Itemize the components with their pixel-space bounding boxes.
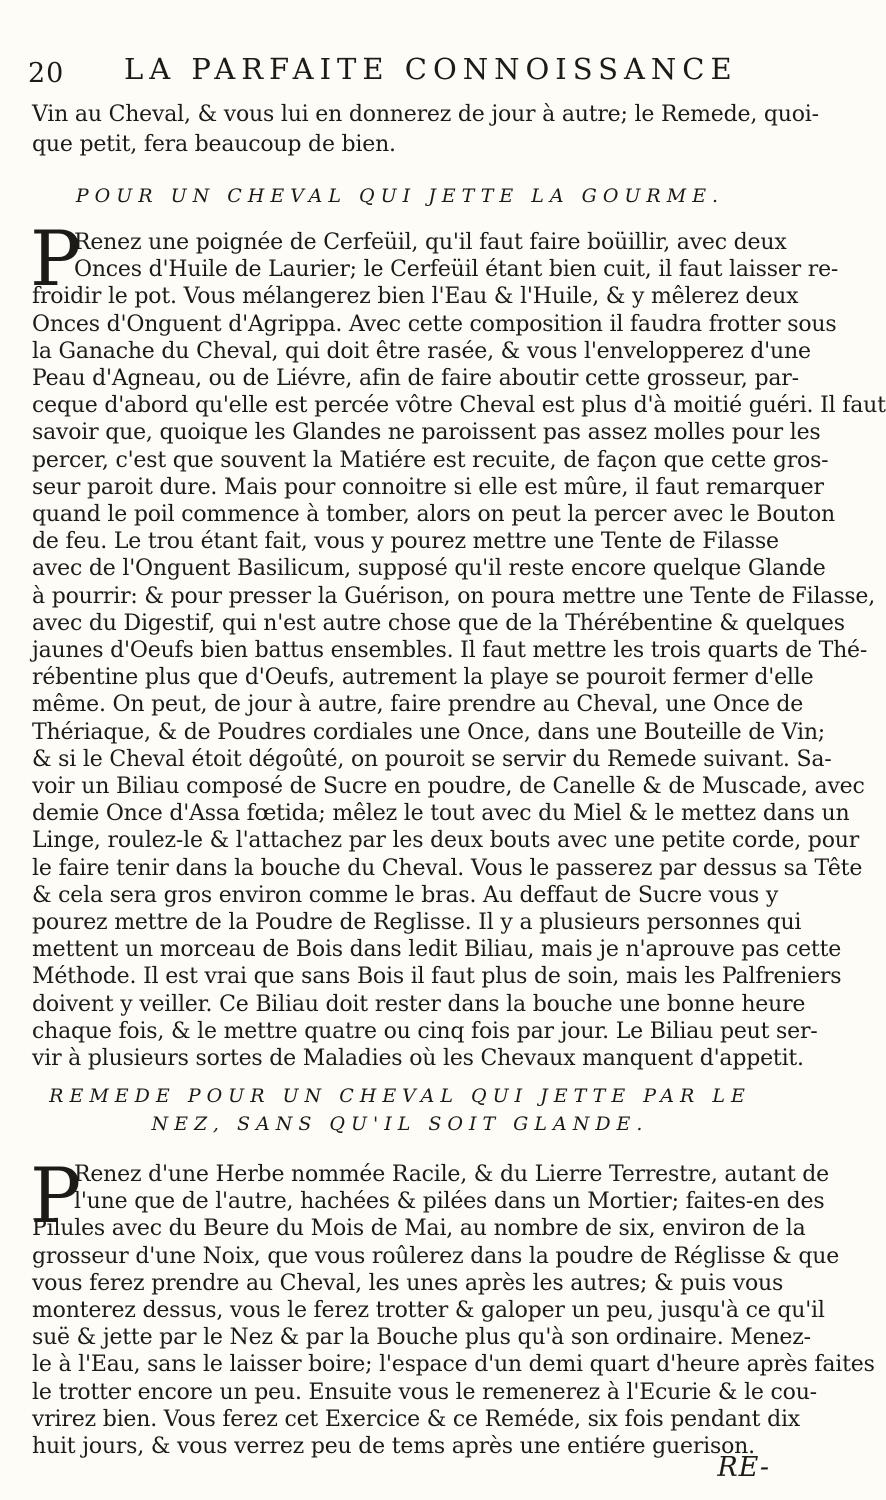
text-line: chaque fois, & le mettre quatre ou cinq fois par jour. Le Biliau peut ser- xyxy=(32,1018,818,1044)
text-line: avec du Digestif, qui n'est autre chose que de la Thérébentine & quelques xyxy=(32,610,845,636)
text-line: vir à plusieurs sortes de Maladies où les Chevaux manquent d'appetit. xyxy=(32,1046,804,1071)
text-line: la Ganache du Cheval, qui doit être rasée, & vous l'envelopperez d'une xyxy=(32,338,811,364)
text-line: Onces d'Huile de Laurier; le Cerfeüil étant bien cuit, il faut laisser re- xyxy=(74,257,839,283)
text-line: mettent un morceau de Bois dans ledit Biliau, mais je n'aprouve pas cette xyxy=(32,937,842,963)
text-line: huit jours, & vous verrez peu de tems après une entiére guerison. xyxy=(32,1434,755,1459)
text-line: l'une que de l'autre, hachées & pilées dans un Mortier; faites-en des xyxy=(74,1189,825,1215)
text-line: monterez dessus, vous le ferez trotter & galoper un peu, jusqu'à ce qu'il xyxy=(32,1298,825,1323)
text-line: de feu. Le trou étant fait, vous y pourez mettre une Tente de Filasse xyxy=(32,529,779,555)
text-line: savoir que, quoique les Glandes ne paroissent pas assez molles pour les xyxy=(32,420,821,446)
text-line: Peau d'Agneau, ou de Liévre, afin de faire aboutir cette grosseur, par- xyxy=(32,366,799,391)
text-line: Renez d'une Herbe nommée Racile, & du Lierre Terrestre, autant de xyxy=(74,1162,829,1187)
text-line: voir un Biliau composé de Sucre en poudre, de Canelle & de Muscade, avec xyxy=(32,774,865,799)
page-number: 20 xyxy=(28,58,65,89)
text-line: ceque d'abord qu'elle est percée vôtre Cheval est plus d'à moitié guéri. Il faut xyxy=(32,393,886,419)
text-line: grosseur d'une Noix, que vous roûlerez dans la poudre de Réglisse & que xyxy=(32,1243,840,1269)
text-line: demie Once d'Assa fœtida; mêlez le tout avec du Miel & le mettez dans un xyxy=(32,801,850,827)
text-line: seur paroit dure. Mais pour connoitre si elle est mûre, il faut remarquer xyxy=(32,474,824,500)
drop-cap: P xyxy=(30,214,82,303)
text-line: Thériaque, & de Poudres cordiales une Once, dans une Bouteille de Vin; xyxy=(32,719,826,745)
text-line: avec de l'Onguent Basilicum, supposé qu'il reste encore quelque Glande xyxy=(32,556,826,582)
text-line: le à l'Eau, sans le laisser boire; l'espace d'un demi quart d'heure après faites xyxy=(32,1352,875,1378)
text-line: Méthode. Il est vrai que sans Bois il faut plus de soin, mais les Palfreniers xyxy=(32,964,842,990)
text-line: Onces d'Onguent d'Agrippa. Avec cette composition il faudra frotter sous xyxy=(32,311,837,337)
text-line: & si le Cheval étoit dégoûté, on pouroit se servir du Remede suivant. Sa- xyxy=(32,746,832,772)
section-heading: POUR UN CHEVAL QUI JETTE LA GOURME. xyxy=(75,185,725,207)
text-line: à pourrir: & pour presser la Guérison, on poura mettre une Tente de Filasse, xyxy=(32,583,875,609)
text-line: le faire tenir dans la bouche du Cheval. Vous le passerez par dessus sa Tête xyxy=(32,855,863,881)
intro-line: Vin au Cheval, & vous lui en donnerez de jour à autre; le Remede, quoi- xyxy=(32,102,819,127)
text-line: suë & jette par le Nez & par la Bouche plus qu'à son ordinaire. Menez- xyxy=(32,1325,811,1351)
text-line: percer, c'est que souvent la Matiére est recuite, de façon que cette gros- xyxy=(32,447,829,473)
intro-line: que petit, fera beaucoup de bien. xyxy=(32,132,396,157)
text-line: même. On peut, de jour à autre, faire prendre au Cheval, une Once de xyxy=(32,692,804,718)
text-line: vous ferez prendre au Cheval, les unes après les autres; & puis vous xyxy=(32,1270,784,1296)
drop-cap: P xyxy=(30,1151,82,1240)
text-line: rébentine plus que d'Oeufs, autrement la playe se pouroit fermer d'elle xyxy=(32,665,814,691)
text-line: Renez une poignée de Cerfeüil, qu'il faut faire boüillir, avec deux xyxy=(74,230,787,255)
catchword: RE- xyxy=(717,1452,770,1483)
text-line: pourez mettre de la Poudre de Reglisse. Il y a plusieurs personnes qui xyxy=(32,910,802,935)
text-line: le trotter encore un peu. Ensuite vous le remenerez à l'Ecurie & le cou- xyxy=(32,1379,817,1405)
text-line: Pilules avec du Beure du Mois de Mai, au nombre de six, environ de la xyxy=(32,1216,806,1242)
text-line: froidir le pot. Vous mélangerez bien l'Eau & l'Huile, & y mêlerez deux xyxy=(32,284,799,310)
running-title: LA PARFAITE CONNOISSANCE xyxy=(124,52,738,86)
text-line: jaunes d'Oeufs bien battus ensembles. Il faut mettre les trois quarts de Thé- xyxy=(32,638,868,663)
text-line: vrirez bien. Vous ferez cet Exercice & ce Reméde, six fois pendant dix xyxy=(32,1406,801,1432)
text-line: Linge, roulez-le & l'attachez par les deux bouts avec une petite corde, pour xyxy=(32,828,860,854)
section-heading: NEZ, SANS QU'IL SOIT GLANDE. xyxy=(151,1113,649,1135)
text-line: doivent y veiller. Ce Biliau doit rester dans la bouche une bonne heure xyxy=(32,991,806,1017)
text-line: & cela sera gros environ comme le bras. Au deffaut de Sucre vous y xyxy=(32,882,779,908)
text-line: quand le poil commence à tomber, alors on peut la percer avec le Bouton xyxy=(32,502,836,527)
running-head xyxy=(28,52,738,96)
section-heading: REMEDE POUR UN CHEVAL QUI JETTE PAR LE xyxy=(49,1085,751,1107)
